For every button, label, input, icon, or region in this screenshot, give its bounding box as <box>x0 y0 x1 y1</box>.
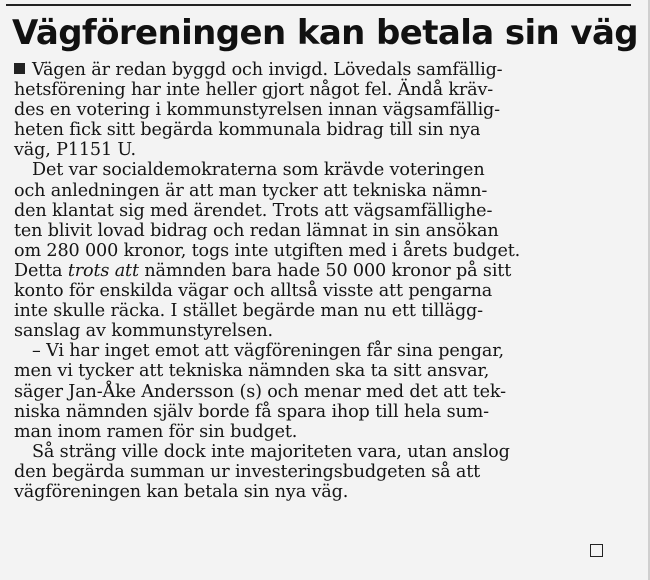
paragraph-2-line-4: ten blivit lovad bidrag och redan lämnat in sin ansökan <box>14 220 499 241</box>
paragraph-1-line-4: heten fick sitt begärda kommunala bidrag till sin nya <box>14 120 481 141</box>
paragraph-2-line-8: inte skulle räcka. I stället begärde man nu ett tillägg- <box>14 301 483 322</box>
paragraph-2-line-9: sanslag av kommunstyrelsen. <box>14 321 273 342</box>
article-body <box>14 60 630 502</box>
paragraph-2-line-1: Det var socialdemokraterna som krävde voteringen <box>32 160 485 181</box>
paragraph-1-line-5: väg, P1151 U. <box>14 140 136 161</box>
paragraph-2-line-2: och anledningen är att man tycker att tekniska nämn- <box>14 180 488 201</box>
paragraph-2-line-3: den klantat sig med ärendet. Trots att vägsamfällighe- <box>14 200 493 221</box>
paragraph-2-line-7: konto för enskilda vägar och alltså visste att pengarna <box>14 281 493 302</box>
paragraph-1-line-2: hetsförening har inte heller gjort något fel. Ändå kräv- <box>14 80 494 101</box>
paragraph-4-line-1: Så sträng ville dock inte majoriteten vara, utan anslog <box>32 441 510 462</box>
top-rule <box>6 4 631 6</box>
paragraph-1-line-1: Vägen är redan byggd och invigd. Lövedals samfällig- <box>14 60 630 80</box>
paragraph-3-line-1: – Vi har inget emot att vägföreningen får sina pengar, <box>32 341 504 362</box>
end-of-article-box-icon <box>590 544 603 557</box>
paragraph-4-line-3: vägföreningen kan betala sin nya väg. <box>14 481 349 502</box>
square-bullet-icon <box>14 63 25 74</box>
paragraph-2-line-5: om 280 000 kronor, togs inte utgiften med i årets budget. <box>14 240 521 261</box>
paragraph-3-line-3: säger Jan-Åke Andersson (s) och menar med det att tek- <box>14 381 506 402</box>
paragraph-2-line-6: Detta trots att nämnden bara hade 50 000 kronor på sitt <box>14 260 512 281</box>
paragraph-3-line-4: niska nämnden själv borde få spara ihop till hela sum- <box>14 401 489 422</box>
article-headline: Vägföreningen kan betala sin väg <box>12 13 639 53</box>
emphasis-text: trots att <box>67 260 139 281</box>
paragraph-3-line-2: men vi tycker att tekniska nämnden ska ta sitt ansvar, <box>14 361 490 382</box>
paragraph-3-line-5: man inom ramen för sin budget. <box>14 421 298 442</box>
paragraph-1-line-3: des en votering i kommunstyrelsen innan vägsamfällig- <box>14 100 500 121</box>
paragraph-4-line-2: den begärda summan ur investeringsbudgeten så att <box>14 461 481 482</box>
